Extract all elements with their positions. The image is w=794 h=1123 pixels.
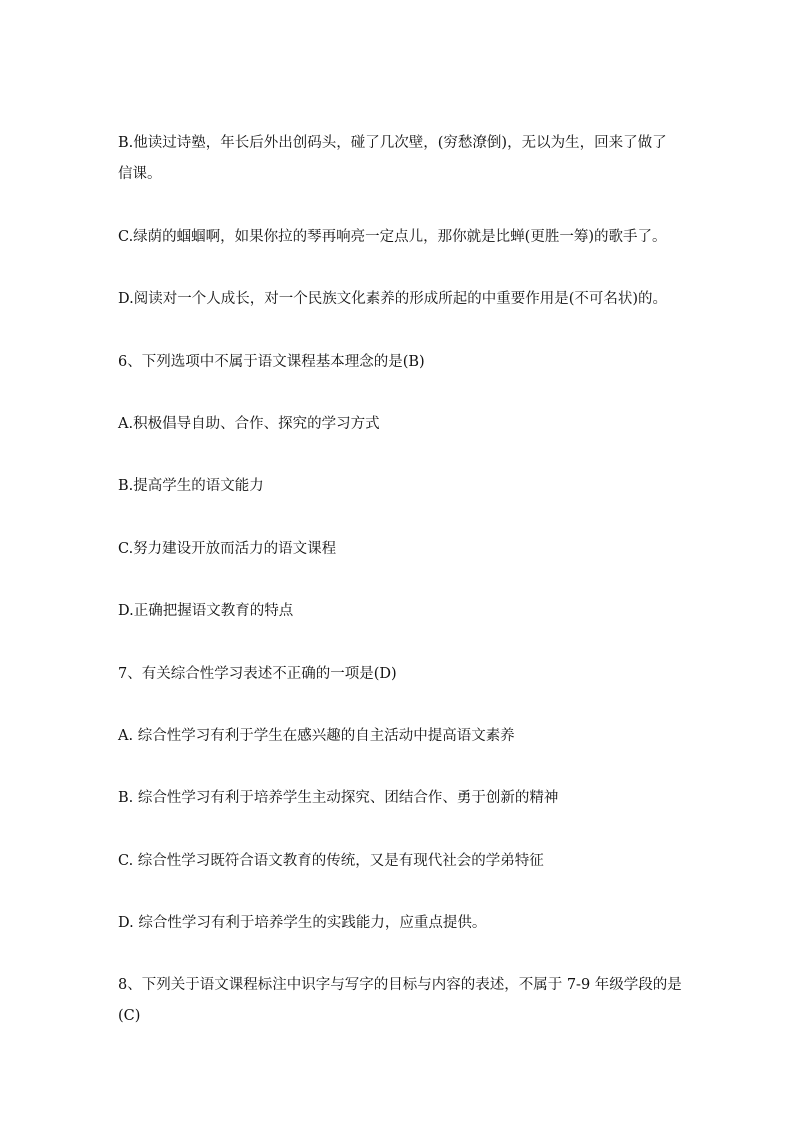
question-6-option-d: D.正确把握语文教育的特点 — [118, 603, 294, 619]
question-8: 8、下列关于语文课程标注中识字与写字的目标与内容的表述，不属于 7-9 年级学段的是(C) — [118, 977, 682, 1024]
question-7-option-d: D. 综合性学习有利于培养学生的实践能力，应重点提供。 — [118, 915, 487, 931]
option-c-paragraph: C.绿荫的蝈蝈啊，如果你拉的琴再响亮一定点儿，那你就是比蝉(更胜一筹)的歌手了。 — [118, 229, 667, 245]
option-d-paragraph: D.阅读对一个人成长，对一个民族文化素养的形成所起的中重要作用是(不可名状)的。 — [118, 291, 668, 307]
question-7-option-b: B. 综合性学习有利于培养学生主动探究、团结合作、勇于创新的精神 — [118, 790, 559, 806]
question-7-option-a: A. 综合性学习有利于学生在感兴趣的自主活动中提高语文素养 — [118, 728, 515, 744]
question-6-option-b: B.提高学生的语文能力 — [118, 478, 264, 494]
option-b-paragraph: B.他读过诗塾，年长后外出创码头，碰了几次壁，(穷愁潦倒)，无以为生，回来了做了信课。 — [118, 135, 667, 182]
question-6-option-a: A.积极倡导自助、合作、探究的学习方式 — [118, 416, 380, 432]
question-7-option-c: C. 综合性学习既符合语文教育的传统，又是有现代社会的学弟特征 — [118, 853, 544, 869]
question-6: 6、下列选项中不属于语文课程基本理念的是(B) — [118, 354, 425, 370]
question-6-option-c: C.努力建设开放而活力的语文课程 — [118, 541, 337, 557]
question-7: 7、有关综合性学习表述不正确的一项是(D) — [118, 666, 397, 682]
